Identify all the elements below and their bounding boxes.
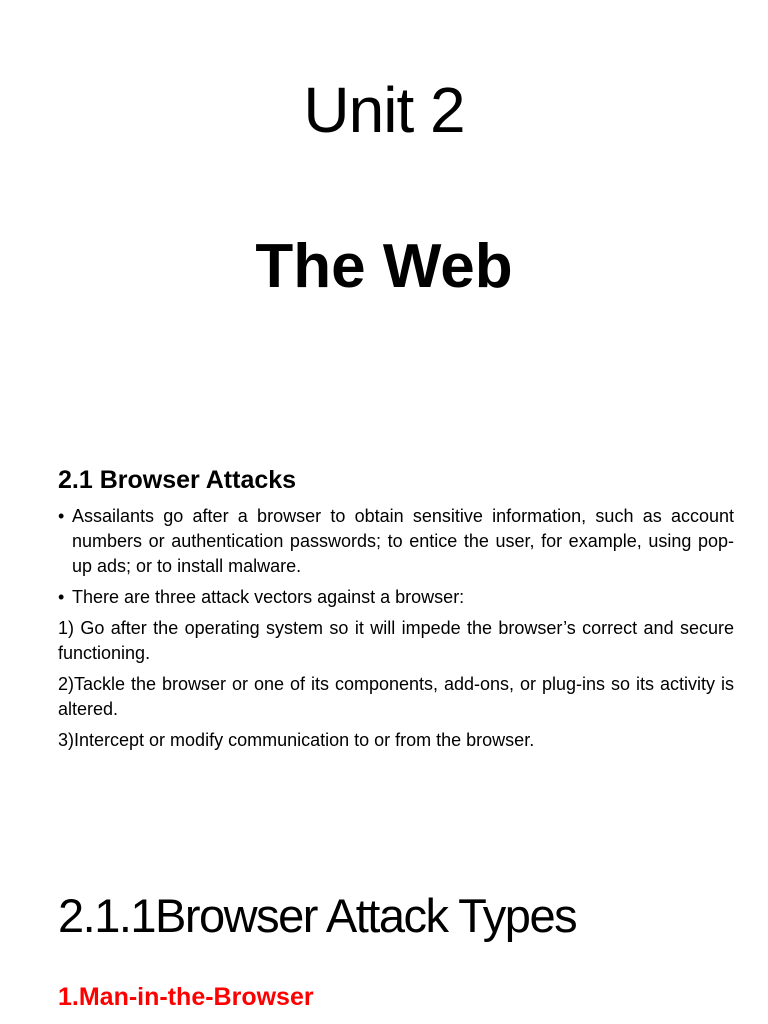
unit-title: Unit 2 xyxy=(303,74,465,146)
attack-type-item: 1.Man-in-the-Browser xyxy=(58,983,314,1011)
bullet-text: Assailants go after a browser to obtain sensitive information, such as account numbers or authentication passwords; to entice the user, for example, using pop-up ads; or to install malware. xyxy=(72,505,734,576)
bullet-item xyxy=(58,585,734,610)
section-heading: 2.1 Browser Attacks xyxy=(58,466,297,494)
bullet-text: There are three attack vectors against a browser: xyxy=(72,586,465,607)
browser-attacks-section xyxy=(58,466,734,759)
attack-types-heading: 2.1.1Browser Attack Types xyxy=(58,889,577,942)
bullet-icon: • xyxy=(58,505,65,526)
bullet-item xyxy=(58,504,734,579)
numbered-item: 1) Go after the operating system so it will impede the browser’s correct and secure functioning. xyxy=(58,617,734,663)
topic-title: The Web xyxy=(255,232,513,301)
numbered-item: 2)Tackle the browser or one of its components, add-ons, or plug-ins so its activity is altered. xyxy=(58,673,734,719)
numbered-item: 3)Intercept or modify communication to or from the browser. xyxy=(58,729,535,750)
bullet-icon: • xyxy=(58,586,65,607)
